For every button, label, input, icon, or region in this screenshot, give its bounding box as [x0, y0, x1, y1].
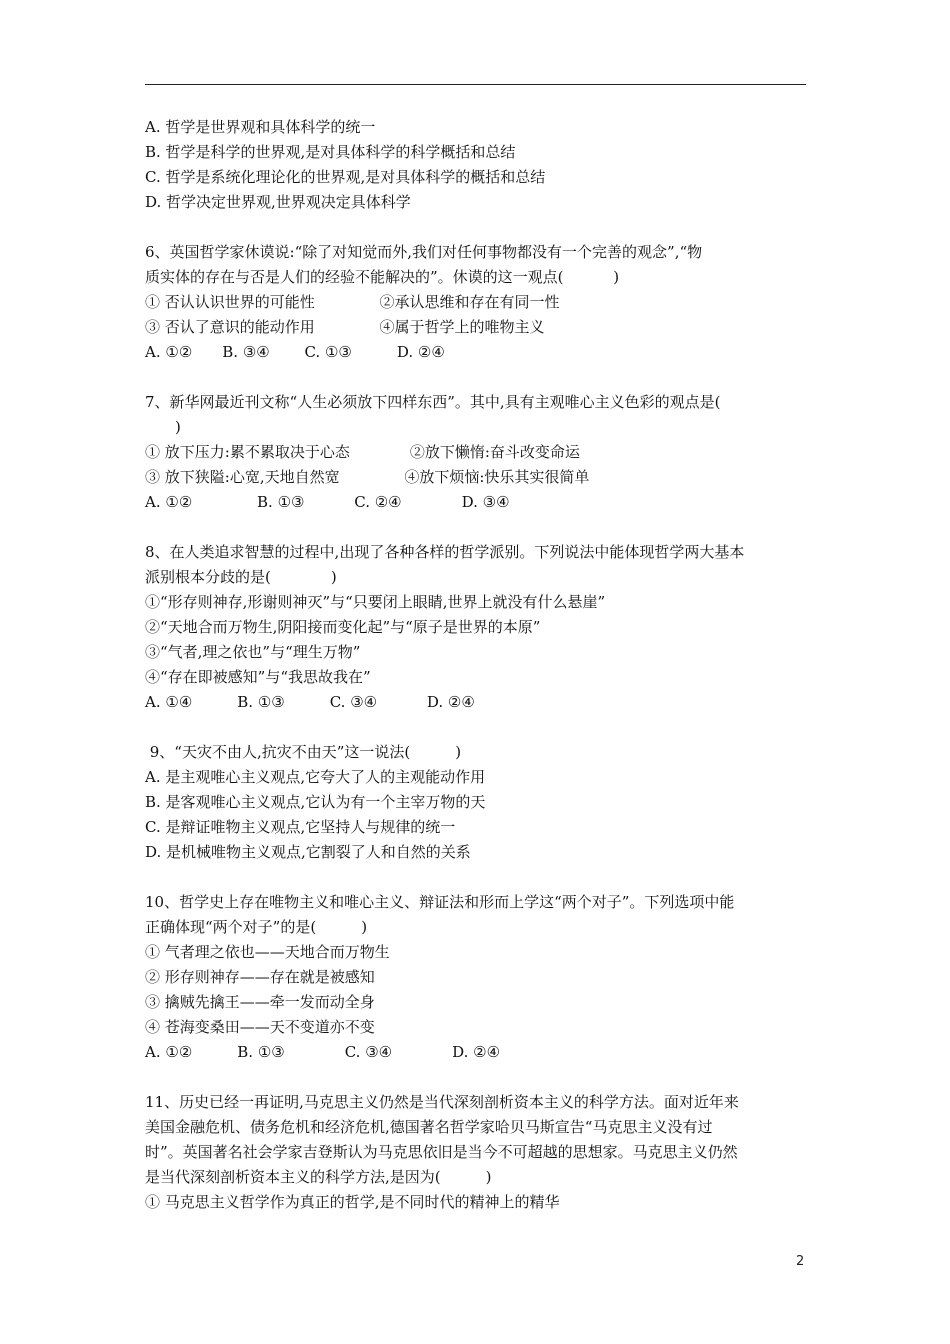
text-line: A. ①④ B. ①③ C. ③④ D. ②④ — [145, 693, 475, 711]
text-line: 派别根本分歧的是( ) — [145, 568, 337, 586]
text-line: 10、哲学史上存在唯物主义和唯心主义、辩证法和形而上学这“两个对子”。下列选项中能 — [145, 893, 735, 911]
page-number: 2 — [796, 1254, 805, 1269]
text-line: ① 马克思主义哲学作为真正的哲学,是不同时代的精神上的精华 — [145, 1193, 560, 1211]
text-line: ②“天地合而万物生,阴阳接而变化起”与“原子是世界的本原” — [145, 618, 541, 636]
page-content — [145, 115, 807, 1215]
text-line: ③ 擒贼先擒王——牵一发而动全身 — [145, 993, 375, 1011]
text-line: 美国金融危机、债务危机和经济危机,德国著名哲学家哈贝马斯宣告“马克思主义没有过 — [145, 1118, 713, 1136]
text-line: D. 哲学决定世界观,世界观决定具体科学 — [145, 193, 411, 211]
question-block — [145, 115, 807, 215]
text-line: 时”。英国著名社会学家吉登斯认为马克思依旧是当今不可超越的思想家。马克思主义仍然 — [145, 1143, 738, 1161]
text-line: 正确体现“两个对子”的是( ) — [145, 918, 368, 936]
text-line: ③ 放下狭隘:心宽,天地自然宽 ④放下烦恼:快乐其实很简单 — [145, 468, 590, 486]
text-line: 是当代深刻剖析资本主义的科学方法,是因为( ) — [145, 1168, 492, 1186]
block-gap — [145, 865, 807, 890]
text-line: ③ 否认了意识的能动作用 ④属于哲学上的唯物主义 — [145, 318, 545, 336]
text-line: 11、历史已经一再证明,马克思主义仍然是当代深刻剖析资本主义的科学方法。面对近年来 — [145, 1093, 739, 1111]
text-line: A. 哲学是世界观和具体科学的统一 — [145, 118, 376, 136]
text-line: ) — [145, 418, 181, 436]
text-line: 9、“天灾不由人,抗灾不由天”这一说法( ) — [145, 743, 462, 761]
text-line: ④“存在即被感知”与“我思故我在” — [145, 668, 371, 686]
text-line: C. 是辩证唯物主义观点,它坚持人与规律的统一 — [145, 818, 456, 836]
text-line: ② 形存则神存——存在就是被感知 — [145, 968, 375, 986]
question-block — [145, 890, 807, 1065]
text-line: ①“形存则神存,形谢则神灭”与“只要闭上眼睛,世界上就没有什么悬崖” — [145, 593, 606, 611]
text-line: A. 是主观唯心主义观点,它夸大了人的主观能动作用 — [145, 768, 486, 786]
header-rule — [145, 84, 806, 85]
text-line: B. 是客观唯心主义观点,它认为有一个主宰万物的天 — [145, 793, 486, 811]
block-gap — [145, 1065, 807, 1090]
block-gap — [145, 215, 807, 240]
block-gap — [145, 365, 807, 390]
text-line: ① 否认认识世界的可能性 ②承认思维和存在有同一性 — [145, 293, 560, 311]
text-line: ④ 苍海变桑田——天不变道亦不变 — [145, 1018, 375, 1036]
text-line: D. 是机械唯物主义观点,它割裂了人和自然的关系 — [145, 843, 471, 861]
question-block — [145, 540, 807, 715]
text-line: C. 哲学是系统化理论化的世界观,是对具体科学的概括和总结 — [145, 168, 546, 186]
question-block — [145, 740, 807, 865]
question-block — [145, 390, 807, 515]
text-line: A. ①② B. ①③ C. ②④ D. ③④ — [145, 493, 510, 511]
text-line: A. ①② B. ③④ C. ①③ D. ②④ — [145, 343, 445, 361]
text-line: ① 气者理之依也——天地合而万物生 — [145, 943, 390, 961]
block-gap — [145, 715, 807, 740]
text-line: B. 哲学是科学的世界观,是对具体科学的科学概括和总结 — [145, 143, 516, 161]
text-line: A. ①② B. ①③ C. ③④ D. ②④ — [145, 1043, 501, 1061]
block-gap — [145, 515, 807, 540]
text-line: 6、英国哲学家休谟说:“除了对知觉而外,我们对任何事物都没有一个完善的观念”,“物 — [145, 243, 703, 261]
text-line: ③“气者,理之依也”与“理生万物” — [145, 643, 361, 661]
text-line: 7、新华网最近刊文称“人生必须放下四样东西”。其中,具有主观唯心主义色彩的观点是( — [145, 393, 721, 411]
text-line: 8、在人类追求智慧的过程中,出现了各种各样的哲学派别。下列说法中能体现哲学两大基本 — [145, 543, 745, 561]
question-block — [145, 240, 807, 365]
text-line: 质实体的存在与否是人们的经验不能解决的”。休谟的这一观点( ) — [145, 268, 620, 286]
text-line: ① 放下压力:累不累取决于心态 ②放下懒惰:奋斗改变命运 — [145, 443, 580, 461]
question-block — [145, 1090, 807, 1215]
